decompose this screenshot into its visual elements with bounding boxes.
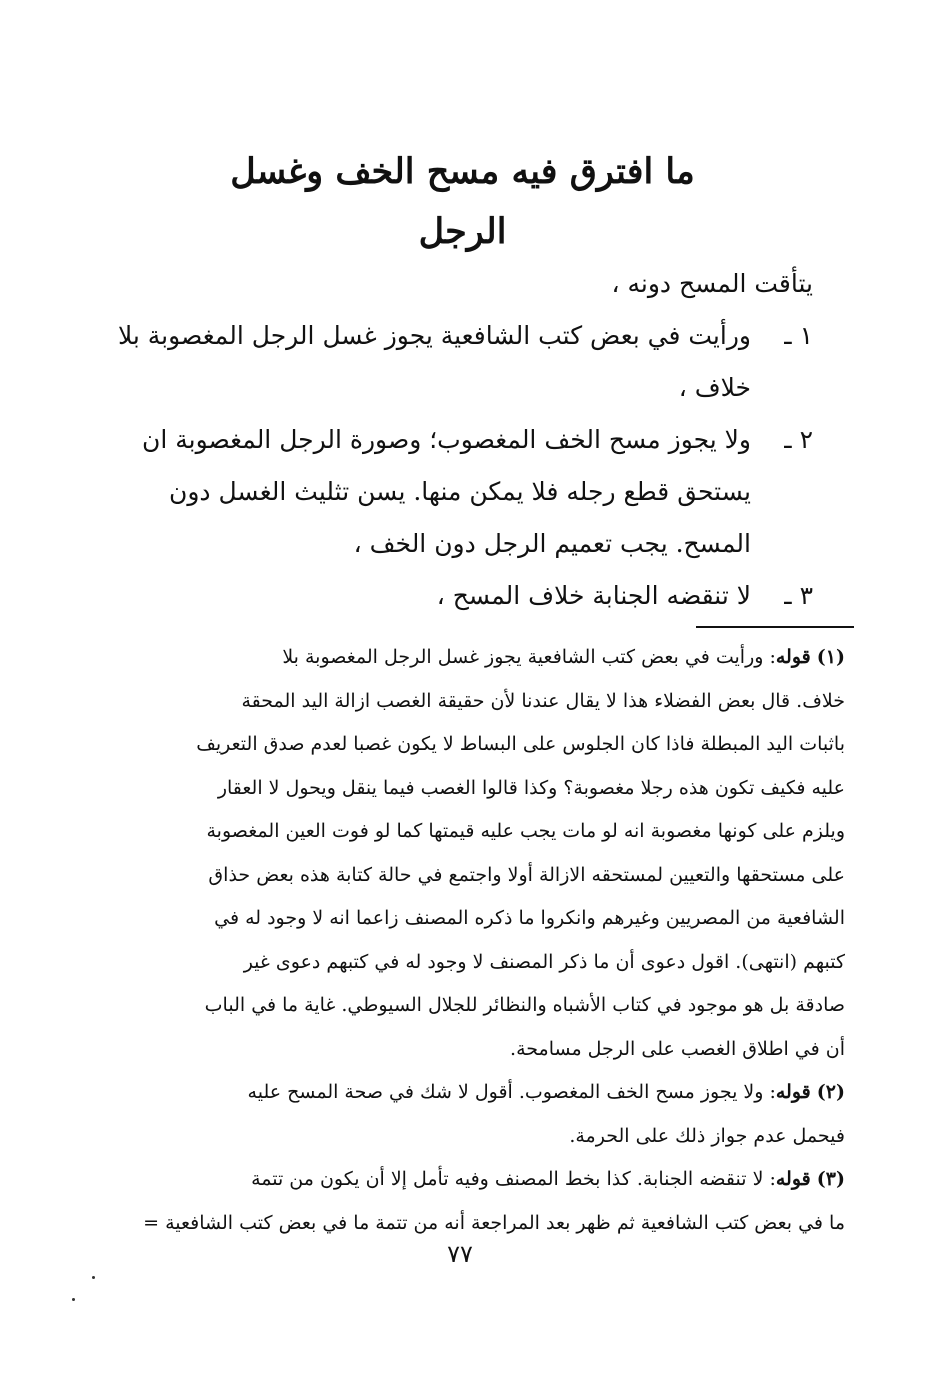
footnote-line: : لا تنقضه الجنابة. كذا بخط المصنف وفيه تأمل إلا أن يكون من تتمة xyxy=(251,1168,776,1190)
footnote-3 xyxy=(75,1158,845,1245)
item-number: ٢ ـ xyxy=(784,425,813,454)
footnote-line: : ورأيت في بعض كتب الشافعية يجوز غسل الرجل المغصوبة بلا xyxy=(282,646,776,668)
footnote-line: ما في بعض كتب الشافعية ثم ظهر بعد المراجعة أنه من تتمة ما في بعض كتب الشافعية = xyxy=(143,1211,845,1234)
footnote-line: باثبات اليد المبطلة فاذا كان الجلوس على البساط لا يكون غصبا لعدم صدق التعريف xyxy=(196,733,845,755)
footnote-line: ويلزم على كونها مغصوبة انه لو مات يجب عليه قيمتها كما لو فوت العين المغصوبة xyxy=(206,820,845,842)
footnote-line: الشافعية من المصريين وغيرهم وانكروا ما ذكره المصنف زاعما انه لا وجود له في xyxy=(214,907,845,929)
list-item-1 xyxy=(103,310,813,414)
footnote-line: عليه فكيف تكون هذه رجلا مغصوبة؟ وكذا قالوا الغصب فيما ينقل ويحول لا العقار xyxy=(217,776,845,799)
footnote-marker: (٢) xyxy=(816,1081,845,1103)
item-text-line: ورأيت في بعض كتب الشافعية يجوز غسل الرجل المغصوبة بلا xyxy=(117,321,751,350)
footnote-divider xyxy=(696,626,854,628)
footnote-line: كتبهم (انتهى). اقول دعوى أن ما ذكر المصنف لا وجود له في كتبهم دعوى غير xyxy=(243,950,845,973)
footnote-marker: (٣) xyxy=(816,1168,845,1190)
item-text-line: خلاف ، xyxy=(678,373,751,402)
footnote-keyword: قوله xyxy=(775,1168,811,1190)
scan-speck xyxy=(92,1276,95,1279)
footnote-line: صادقة بل هو موجود في كتاب الأشباه والنظائر للجلال السيوطي. غاية ما في الباب xyxy=(204,994,845,1016)
list-item-3 xyxy=(103,570,813,622)
footnote-line: أن في اطلاق الغصب على الرجل مسامحة. xyxy=(510,1037,845,1060)
footnote-line: فيحمل عدم جواز ذلك على الحرمة. xyxy=(569,1124,845,1147)
footnote-1 xyxy=(75,636,845,1071)
footnote-line: : ولا يجوز مسح الخف المغصوب. أقول لا شك في صحة المسح عليه xyxy=(247,1081,776,1103)
footnote-line: خلاف. قال بعض الفضلاء هذا لا يقال عندنا لأن حقيقة الغصب ازالة اليد المحقة xyxy=(241,689,845,712)
list-item-2 xyxy=(103,414,813,570)
item-number: ٣ ـ xyxy=(784,581,813,610)
main-text xyxy=(103,258,813,622)
footnote-marker: (١) xyxy=(816,646,845,668)
item-text-line: المسح. يجب تعميم الرجل دون الخف ، xyxy=(353,529,751,558)
footnotes xyxy=(75,636,845,1245)
item-text-line: يستحق قطع رجله فلا يمكن منها. يسن تثليث الغسل دون xyxy=(168,477,751,506)
item-text-line: ولا يجوز مسح الخف المغصوب؛ وصورة الرجل المغصوبة ان xyxy=(141,425,751,454)
page-title: ما افترق فيه مسح الخف وغسل الرجل xyxy=(230,151,695,252)
footnote-keyword: قوله xyxy=(775,1081,811,1103)
item-text-line: لا تنقضه الجنابة خلاف المسح ، xyxy=(436,581,751,610)
footnote-2 xyxy=(75,1071,845,1158)
item-number: ١ ـ xyxy=(784,321,813,350)
footnote-keyword: قوله xyxy=(775,646,811,668)
footnote-line: على مستحقها والتعيين لمستحقه الازالة أولا واجتمع في حالة كتابة هذه بعض حذاق xyxy=(208,863,845,886)
scan-speck xyxy=(72,1298,75,1301)
page-number: ٧٧ xyxy=(447,1240,473,1268)
intro-line: يتأقت المسح دونه ، xyxy=(611,269,813,298)
